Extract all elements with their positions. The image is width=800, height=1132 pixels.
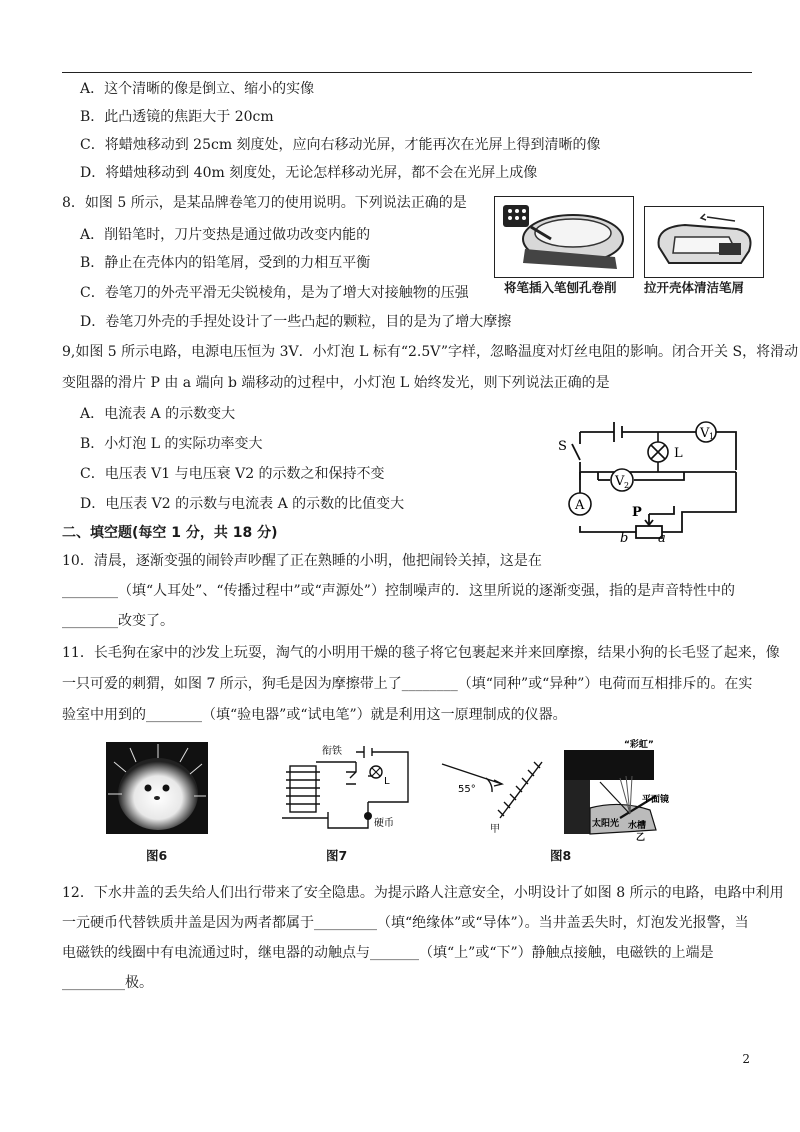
q9-stem-line1: 9,如图 5 所示电路，电源电压恒为 3V．小灯泡 L 标有“2.5V”字样，忽略温度对灯丝电阻的影响。闭合开关 S，将滑动 <box>62 344 799 360</box>
q9-option-d: D．电压表 V2 的示数与电流表 A 的示数的比值变大 <box>80 496 405 512</box>
header-rule <box>62 72 752 73</box>
fig7-armature-label: 衔铁 <box>322 746 342 757</box>
fig8-angle-label: 55° <box>458 784 476 795</box>
lamp-label: L <box>674 446 683 461</box>
q12-line2: 一元硬币代替铁质井盖是因为两者都属于_________（填“绝缘体”或“导体”）。当井盖丢失时，灯泡发光报警，当 <box>62 915 749 931</box>
sharpener-clean-caption: 拉开壳体清洁笔屑 <box>644 280 745 295</box>
q8-stem: 8．如图 5 所示，是某品牌卷笔刀的使用说明。下列说法正确的是 <box>62 195 467 211</box>
fig7-coin-label: 硬币 <box>374 818 394 829</box>
q10-line1: 10．清晨，逐渐变强的闹铃声吵醒了正在熟睡的小明，他把闹铃关掉，这是在 <box>62 553 542 569</box>
q11-line1: 11．长毛狗在家中的沙发上玩耍，淘气的小明用干燥的毯子将它包裹起来并来回摩擦，结果小狗的长毛竖了起来，像 <box>62 645 780 661</box>
fig7-relay-diagram <box>272 742 412 834</box>
sharpener-insert-caption: 将笔插入笔刨孔卷削 <box>504 280 617 295</box>
q12-line3: 电磁铁的线圈中有电流通过时，继电器的动触点与_______（填“上”或“下”）静触点接触，电磁铁的上端是 <box>62 945 714 961</box>
v1-sub: 1 <box>709 432 715 441</box>
fig8-caption: 图8 <box>550 848 572 863</box>
fig8-sunlight-label: 太阳光 <box>592 819 620 829</box>
end-b-label: b <box>620 531 629 544</box>
q8-option-a: A．削铅笔时，刀片变热是通过做功改变内能的 <box>80 227 371 243</box>
q8-option-d: D．卷笔刀外壳的手捏处设计了一些凸起的颗粒，目的是为了增大摩擦 <box>80 314 512 330</box>
fig8-yi-diagram <box>560 738 680 842</box>
v2-sub: 2 <box>624 481 630 490</box>
q7-option-c: C．将蜡烛移动到 25cm 刻度处，应向右移动光屏，才能再次在光屏上得到清晰的像 <box>80 137 601 153</box>
sharpener-insert-image <box>494 196 634 278</box>
switch-label: S <box>558 439 567 454</box>
q9-stem-line2: 变阻器的滑片 P 由 a 端向 b 端移动的过程中，小灯泡 L 始终发光，则下列说法正确的是 <box>62 375 610 391</box>
fig7-caption: 图7 <box>326 848 348 863</box>
q7-option-b: B．此凸透镜的焦距大于 20cm <box>80 109 274 125</box>
q7-option-d: D．将蜡烛移动到 40m 刻度处，无论怎样移动光屏，都不会在光屏上成像 <box>80 165 538 181</box>
v2-label: V <box>615 474 625 489</box>
q10-line2: ________（填“人耳处”、“传播过程中”或“声源处”）控制噪声的．这里所说的逐渐变强，指的是声音特性中的 <box>62 583 735 599</box>
q10-line3: ________改变了。 <box>62 613 174 629</box>
q7-option-a: A．这个清晰的像是倒立、缩小的实像 <box>80 81 315 97</box>
fig8-jia-label: 甲 <box>490 824 500 834</box>
ammeter-label: A <box>575 498 585 513</box>
page-number: 2 <box>742 1052 750 1066</box>
fig8-sink-label: 水槽 <box>628 821 647 831</box>
q11-line3: 验室中用到的________（填“验电器”或“试电笔”）就是利用这一原理制成的仪器。 <box>62 707 567 723</box>
q8-option-c: C．卷笔刀的外壳平滑无尖锐棱角，是为了增大对接触物的压强 <box>80 285 469 301</box>
fig8-jia-diagram <box>438 754 548 834</box>
fig8-rainbow-label: “彩虹” <box>624 740 654 750</box>
q11-line2: 一只可爱的刺猬，如图 7 所示，狗毛是因为摩擦带上了________（填“同种”或“异种”）电荷而互相排斥的。在实 <box>62 676 753 692</box>
fig8-mirror-label: 平面镜 <box>642 795 670 805</box>
q12-line1: 12．下水井盖的丢失给人们出行带来了安全隐患。为提示路人注意安全，小明设计了如图 8 所示的电路，电路中利用 <box>62 885 784 901</box>
fig7-lamp-label: L <box>384 776 390 787</box>
sharpener-clean-image <box>644 206 764 278</box>
fig6-dog-photo <box>106 742 208 834</box>
section2-title: 二、填空题(每空 1 分，共 18 分) <box>62 525 278 541</box>
q12-line4: _________极。 <box>62 975 153 991</box>
q9-option-a: A．电流表 A 的示数变大 <box>80 406 236 422</box>
v1-label: V <box>700 426 710 441</box>
fig6-caption: 图6 <box>146 848 168 863</box>
q9-option-b: B．小灯泡 L 的实际功率变大 <box>80 436 263 452</box>
q8-option-b: B．静止在壳体内的铅笔屑，受到的力相互平衡 <box>80 255 371 271</box>
q9-option-c: C．电压表 V1 与电压衰 V2 的示数之和保持不变 <box>80 466 385 482</box>
q9-circuit-diagram <box>556 410 746 544</box>
slider-label: P <box>632 505 642 520</box>
fig8-yi-label: 乙 <box>636 833 646 842</box>
end-a-label: a <box>658 531 666 544</box>
